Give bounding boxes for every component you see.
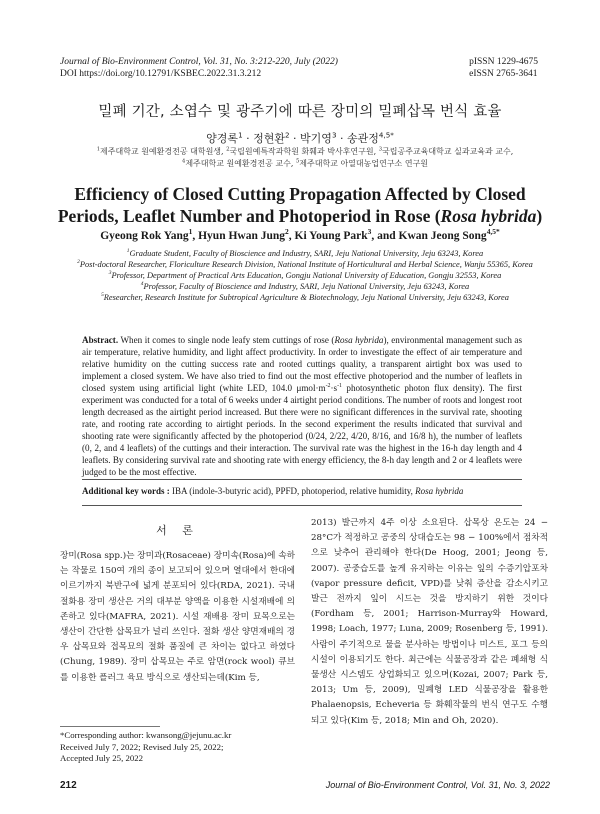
doi-link[interactable]: DOI https://doi.org/10.12791/KSBEC.2022.31.3.212 bbox=[60, 69, 262, 79]
issn-block bbox=[469, 56, 538, 80]
body-column-right: 2013) 발근까지 4주 이상 소요된다. 삽목상 온도는 24 − 28°C가 적정하고 공중의 상대습도는 98 − 100%에서 점차적으로 낮추어 관리해야 한다(De Hoog, 2001; Jeong 등, 2007). 공중습도를 높게 유지하는 이유는 잎의 수증기압포차(vapor pressure deficit, VPD)를 낮춰 증산을 감소시키고 발근 전까지 잎이 시드는 것을 방지하기 위한 것이다(Fordham 등, 2001; Harrison-Murray와 Howard, 1998; Loach, 1977; Luna, 2009; Rosenberg 등, 1991). 사람이 주기적으로 물을 분사하는 방법이나 미스트, 포그 등의 시설이 이용되기도 한다. 최근에는 식물공장과 같은 폐쇄형 식물생산 시스템도 상업화되고 있으며(Kozai, 2007; Park 등, 2013; Um 등, 2009), 밀폐형 LED 식물공장을 활용한 Phalaenopsis, Echeveria 등 화훼작물의 번식 연구도 수행되고 있다(Kim 등, 2018; Min and Oh, 2020). bbox=[311, 518, 548, 726]
page-number: 212 bbox=[60, 780, 77, 791]
footnote-divider bbox=[60, 726, 160, 727]
affiliation-3: $^3$Professor, Department of Practical Arts Education, Gongju National University of Education, Gongju 32553, Korea bbox=[108, 270, 502, 280]
korean-affiliations: $^1$제주대학교 원예환경전공 대학원생, $^2$국립원예특작과학원 화훼과 박사후연구원, $^3$국립공주교육대학교 실과교육과 교수, $^4$제주대학교 원예환경전공 교수, $^5$제주대학교 아열대농업연구소 연구원 bbox=[96, 146, 514, 168]
pissn: pISSN 1229-4675 bbox=[469, 57, 538, 67]
affiliation-5: $^5$Researcher, Research Institute for Subtropical Agriculture & Biotechnology, Jeju National University, Jeju 63243, Korea bbox=[101, 292, 509, 302]
abstract-label: Abstract. bbox=[82, 335, 119, 345]
english-authors: Gyeong Rok Yang$^1$, Hyun Hwan Jung$^2$, Ki Young Park$^3$, and Kwan Jeong Song$^{4,5*}$ bbox=[100, 227, 500, 242]
author-1: Gyeong Rok Yang bbox=[100, 230, 189, 242]
eissn: eISSN 2765-3641 bbox=[469, 69, 538, 79]
author-4: 송관정 bbox=[346, 132, 379, 145]
author-2: Hyun Hwan Jung bbox=[198, 230, 286, 242]
correspondence-footnote: *Corresponding author: kwansong@jejunu.ac.kr Received July 7, 2022; Revised July 25, 2022; Accepted July 25, 2022 bbox=[60, 730, 295, 765]
section-title-introduction: 서 론 bbox=[156, 524, 199, 537]
author-1: 양경록 bbox=[206, 132, 239, 145]
affiliation-1: $^1$Graduate Student, Faculty of Bioscience and Industry, SARI, Jeju National University, Jeju 63243, Korea bbox=[126, 248, 484, 258]
affiliation-4: $^4$Professor, Faculty of Bioscience and Industry, SARI, Jeju National University, Jeju 63243, Korea bbox=[140, 281, 470, 291]
abstract: Abstract. When it comes to single node leafy stem cuttings of rose (Rosa hybrida), environmental management such as air temperature, relative humidity, and light affect productivity. In order to investigate the effect of air temperature and relative humidity on the cutting success rate and rooted cuttings quality, a transparent airtight box was used to implement a closed system. We have also tried to find out the most effective photoperiod and the number of leaflets in closed system using artificial light (white LED, 104.0 $\mu mol\cdot m^{-2}\cdot s^{-1}$ photosynthetic photon flux density). The first experiment was conducted for a total of 6 weeks under 4 airtight period conditions. The number of roots and longest root length decreased as the airtight period increased. But there were no significant differences in the survival rate, shooting rate, and rooting rate according to airtight periods. In the second experiment the results indicated that survival and shooting rate were significantly affected by the photoperiod (0/24, 2/22, 4/20, 8/16, and 16/8 h), the number of leaflets (0, 2, and 4 leaflets) of the cuttings and their interaction. The survival rate was the highest in the 16-h day length and 4 leaflets. By considering survival rate and shooting rate with energy efficiency, the 8-h day length and 2 or 4 leaflets were judged to be the most effective. bbox=[82, 335, 523, 477]
divider bbox=[82, 479, 522, 480]
affiliation-2: $^2$Post-doctoral Researcher, Floriculture Research Division, National Institute of Horticultural and Herbal Science, Wanju 55365, Korea bbox=[77, 259, 533, 269]
journal-header bbox=[60, 56, 338, 80]
english-title: Efficiency of Closed Cutting Propagation Affected by Closed Periods, Leaflet Number and Photoperiod in Rose (Rosa hybrida) bbox=[57, 184, 543, 226]
divider bbox=[82, 505, 522, 506]
author-3: 박기영 bbox=[300, 132, 332, 145]
corresponding-author[interactable]: *Corresponding author: kwansong@jejunu.ac.kr bbox=[60, 730, 232, 740]
journal-citation: Journal of Bio-Environment Control, Vol. 31, No. 3:212-220, July (2022) bbox=[60, 57, 338, 67]
keywords: Additional key words : IBA (indole-3-butyric acid), PPFD, photoperiod, relative humidity, Rosa hybrida bbox=[82, 486, 464, 496]
english-affiliations bbox=[70, 248, 540, 303]
author-2: 정현환 bbox=[253, 132, 285, 145]
korean-title: 밀폐 기간, 소엽수 및 광주기에 따른 장미의 밀폐삽목 번식 효율 bbox=[98, 104, 502, 120]
body-column-left: 장미(Rosa spp.)는 장미과(Rosaceae) 장미속(Rosa)에 속하는 작물로 150여 개의 종이 보고되어 있으며 열대에서 한대에 이르기까지 북반구에 넓게 분포되어 있다(RDA, 2021). 국내 절화용 장미 생산은 거의 대부분 양액을 이용한 시설재배에 의존하고 있다(MAFRA, 2021). 시설 재배용 장미 묘목으로는 생산이 간단한 삽목묘가 널리 쓰인다. 절화 생산 양면재배의 경우 삽목묘와 접목묘의 절화 품질에 큰 차이는 없다고 하였다(Chung, 1989). 장미 삽목묘는 주로 암면(rock wool) 큐브를 이용한 플러그 육묘 방식으로 생산되는데(Kim 등, bbox=[60, 551, 295, 683]
author-4: Kwan Jeong Song bbox=[398, 230, 487, 242]
author-3: Ki Young Park bbox=[294, 230, 368, 242]
korean-authors: 양경록$^1$ · 정현환$^2$ · 박기영$^3$ · 송관정$^{4,5*}$ bbox=[206, 130, 394, 145]
footer-journal: Journal of Bio-Environment Control, Vol. 31, No. 3, 2022 bbox=[325, 780, 550, 790]
